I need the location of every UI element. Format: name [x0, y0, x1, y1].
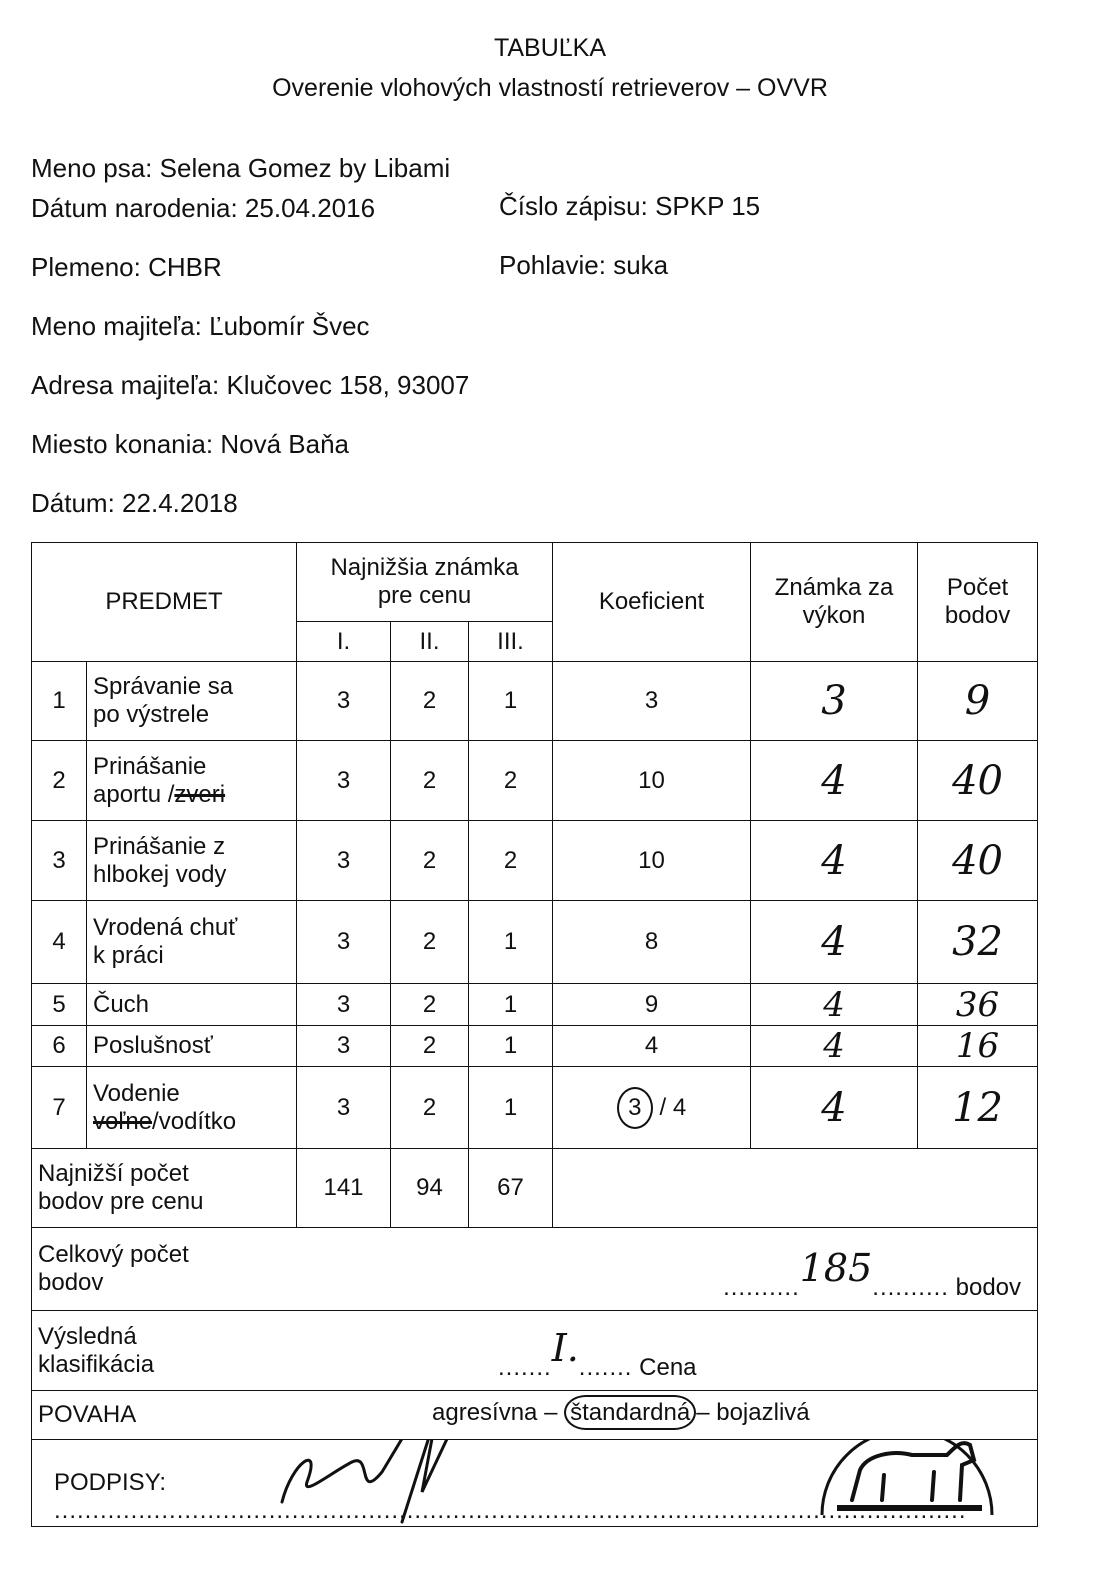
- field-value: suka: [613, 250, 669, 280]
- row-subject-line1: Prinášanie z: [93, 832, 226, 860]
- temperament-label: POVAHA: [38, 1401, 137, 1428]
- header-points-line2: bodov: [944, 602, 1011, 629]
- table-row: [32, 1026, 1038, 1067]
- document-subtitle: Overenie vlohových vlastností retrieverov – OVVR: [272, 74, 828, 102]
- row-subject-line2: /vodítko: [152, 1107, 237, 1135]
- field-label: Číslo zápisu:: [499, 191, 648, 221]
- row-grade-handwritten: 4: [751, 741, 918, 821]
- row-prize-1: 3: [297, 984, 391, 1026]
- row-grade-handwritten: 4: [751, 984, 918, 1026]
- row-subject: [87, 741, 297, 821]
- field-label: Pohlavie:: [499, 250, 606, 280]
- field-value: Selena Gomez by Libami: [159, 153, 451, 183]
- row-number: 2: [32, 741, 87, 821]
- temperament-cell: [32, 1391, 1038, 1440]
- signature-image: [262, 1440, 512, 1527]
- table-row: [32, 662, 1038, 741]
- classification-unit: Cena: [639, 1354, 697, 1381]
- table-header-row: [32, 543, 1038, 622]
- field-dog-name: [31, 153, 450, 184]
- row-prize-3: 2: [469, 741, 553, 821]
- table-row: [32, 1067, 1038, 1149]
- table-row: [32, 984, 1038, 1026]
- score-table: [31, 542, 1038, 1527]
- row-subject-line2: po výstrele: [93, 701, 210, 728]
- classification-dots-before: .......: [498, 1354, 552, 1381]
- min-total-label: [32, 1149, 297, 1228]
- field-label: Meno psa:: [31, 153, 153, 183]
- classification-label-line1: Výsledná: [38, 1322, 137, 1350]
- row-subject-line2: hlbokej vody: [93, 860, 227, 888]
- classification-dots-after: .......: [578, 1354, 633, 1381]
- club-stamp-image: [812, 1440, 1002, 1521]
- min-total-row: [32, 1149, 1038, 1228]
- total-dots-before: ..........: [723, 1274, 800, 1301]
- row-prize-3: 1: [469, 1067, 553, 1149]
- document-title: TABUĽKA: [493, 34, 607, 62]
- row-subject: [87, 662, 297, 741]
- signatures-label: PODPISY:: [54, 1469, 167, 1496]
- header-points: [918, 543, 1038, 662]
- row-subject-line2: aportu /: [93, 780, 175, 808]
- field-owner-address: [31, 370, 469, 401]
- min-total-label-line2: bodov pre cenu: [38, 1188, 204, 1215]
- row-subject: Poslušnosť: [87, 1026, 297, 1067]
- classification-row: [32, 1311, 1038, 1391]
- row-subject: [87, 1067, 297, 1149]
- row-prize-3: 1: [469, 984, 553, 1026]
- row-number: 4: [32, 901, 87, 984]
- row-grade-handwritten: 4: [751, 1067, 918, 1149]
- row-points-handwritten: 36: [918, 984, 1038, 1026]
- header-performance-grade-line1: Známka za: [774, 574, 894, 601]
- min-total-empty: [553, 1149, 1038, 1228]
- field-label: Dátum:: [31, 488, 115, 518]
- row-subject-line1: Vodenie: [93, 1079, 180, 1107]
- row-subject-line2-wrap: [93, 1108, 290, 1136]
- field-sex: [499, 250, 668, 281]
- total-label-line1: Celkový počet: [38, 1241, 189, 1268]
- row-prize-2: 2: [391, 901, 469, 984]
- row-points-handwritten: 9: [918, 662, 1038, 741]
- row-points-handwritten: 12: [918, 1067, 1038, 1149]
- row-subject: [87, 901, 297, 984]
- row-coefficient: 9: [553, 984, 751, 1026]
- signatures-row: [32, 1440, 1038, 1527]
- temperament-options: [432, 1399, 810, 1427]
- row-coefficient: 8: [553, 901, 751, 984]
- row-prize-2: 2: [391, 1026, 469, 1067]
- field-value: Klučovec 158, 93007: [226, 370, 470, 400]
- field-value: Nová Baňa: [220, 429, 349, 459]
- row-prize-1: 3: [297, 662, 391, 741]
- field-label: Adresa majiteľa:: [31, 370, 220, 400]
- total-value-handwritten: 185: [799, 1246, 873, 1290]
- field-label: Miesto konania:: [31, 429, 214, 459]
- row-grade-handwritten: 4: [751, 901, 918, 984]
- row-subject-line1: Správanie sa: [93, 673, 234, 700]
- field-date: [31, 488, 238, 519]
- header-coefficient: Koeficient: [553, 543, 751, 662]
- total-label-line2: bodov: [38, 1269, 104, 1296]
- min-total-prize-2: 94: [391, 1149, 469, 1228]
- row-prize-3: 2: [469, 821, 553, 901]
- row-points-handwritten: 40: [918, 741, 1038, 821]
- temperament-option-standard-circled: štandardná: [564, 1395, 696, 1430]
- row-subject-line2-wrap: [93, 781, 290, 809]
- coefficient-circled-choice: 3: [617, 1087, 653, 1129]
- min-total-label-line1: Najnižší počet: [38, 1160, 189, 1187]
- field-value: SPKP 15: [655, 191, 761, 221]
- row-subject-struck-word: voľne: [93, 1107, 153, 1135]
- field-birth-date: [31, 193, 375, 224]
- row-prize-3: 1: [469, 662, 553, 741]
- row-subject: Čuch: [87, 984, 297, 1026]
- header-min-grade: [297, 543, 553, 622]
- row-number: 6: [32, 1026, 87, 1067]
- row-prize-1: 3: [297, 901, 391, 984]
- row-prize-3: 1: [469, 901, 553, 984]
- row-subject-line1: Prinášanie: [93, 752, 207, 780]
- classification-value-line: [498, 1326, 697, 1384]
- row-prize-2: 2: [391, 984, 469, 1026]
- field-value: 22.4.2018: [122, 488, 238, 518]
- row-prize-2: 2: [391, 741, 469, 821]
- min-total-prize-1: 141: [297, 1149, 391, 1228]
- row-number: 7: [32, 1067, 87, 1149]
- row-prize-3: 1: [469, 1026, 553, 1067]
- header-prize-1: I.: [297, 622, 391, 662]
- row-prize-1: 3: [297, 1067, 391, 1149]
- row-coefficient: 4: [553, 1026, 751, 1067]
- row-number: 1: [32, 662, 87, 741]
- row-number: 3: [32, 821, 87, 901]
- row-subject-line1: Vrodená chuť: [93, 914, 238, 941]
- row-prize-2: 2: [391, 821, 469, 901]
- classification-cell: [32, 1311, 1038, 1391]
- signatures-dots: .......................................................................................................................: [54, 1497, 967, 1524]
- row-number: 5: [32, 984, 87, 1026]
- header-prize-3: III.: [469, 622, 553, 662]
- field-value: 25.04.2016: [244, 193, 376, 223]
- row-prize-1: 3: [297, 821, 391, 901]
- temperament-row: [32, 1391, 1038, 1440]
- field-value: CHBR: [148, 252, 222, 282]
- header-prize-2: II.: [391, 622, 469, 662]
- total-dots-after: ..........: [872, 1274, 949, 1301]
- header-performance-grade-line2: výkon: [802, 602, 866, 629]
- row-prize-1: 3: [297, 1026, 391, 1067]
- field-label: Meno majiteľa:: [31, 311, 202, 341]
- field-owner-name: [31, 311, 370, 342]
- row-subject-struck-word: zveri: [174, 780, 226, 808]
- table-row: [32, 741, 1038, 821]
- total-cell: [32, 1228, 1038, 1311]
- classification-value-handwritten: I.: [551, 1326, 579, 1370]
- row-coefficient: 10: [553, 821, 751, 901]
- total-row: [32, 1228, 1038, 1311]
- coefficient-rest: / 4: [659, 1093, 687, 1121]
- row-points-handwritten: 32: [918, 901, 1038, 984]
- row-grade-handwritten: 3: [751, 662, 918, 741]
- row-subject-line2: k práci: [93, 942, 164, 969]
- row-points-handwritten: 16: [918, 1026, 1038, 1067]
- total-unit: bodov: [955, 1274, 1022, 1301]
- total-value-line: [723, 1246, 1022, 1304]
- row-coefficient: 3: [553, 662, 751, 741]
- row-coefficient: 10: [553, 741, 751, 821]
- temperament-option-aggressive: agresívna: [432, 1399, 538, 1426]
- header-performance-grade: [751, 543, 918, 662]
- row-prize-2: 2: [391, 662, 469, 741]
- row-prize-1: 3: [297, 741, 391, 821]
- field-value: Ľubomír Švec: [209, 311, 370, 341]
- field-label: Dátum narodenia:: [31, 193, 238, 223]
- min-total-prize-3: 67: [469, 1149, 553, 1228]
- row-subject: [87, 821, 297, 901]
- temperament-separator: –: [544, 1399, 558, 1426]
- temperament-option-fearful: bojazlivá: [716, 1399, 810, 1426]
- field-breed: [31, 252, 222, 283]
- header-min-grade-line1: Najnižšia známka: [330, 554, 519, 581]
- header-subject: PREDMET: [32, 543, 297, 662]
- temperament-separator: –: [696, 1399, 710, 1426]
- field-venue: [31, 429, 349, 460]
- table-row: [32, 901, 1038, 984]
- row-points-handwritten: 40: [918, 821, 1038, 901]
- table-row: [32, 821, 1038, 901]
- field-registry-no: [499, 191, 760, 222]
- row-grade-handwritten: 4: [751, 1026, 918, 1067]
- row-prize-2: 2: [391, 1067, 469, 1149]
- row-coefficient: [553, 1067, 751, 1149]
- header-points-line1: Počet: [946, 574, 1009, 601]
- field-label: Plemeno:: [31, 252, 141, 282]
- classification-label-line2: klasifikácia: [38, 1350, 155, 1378]
- header-min-grade-line2: pre cenu: [377, 582, 472, 609]
- signatures-cell: [32, 1440, 1038, 1527]
- row-grade-handwritten: 4: [751, 821, 918, 901]
